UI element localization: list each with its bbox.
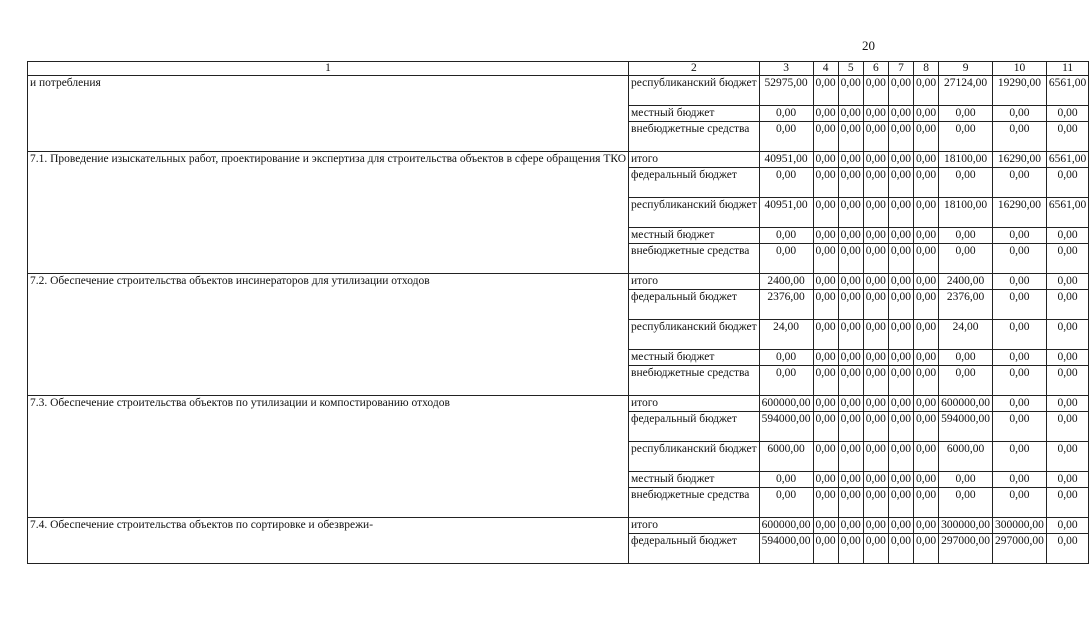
amount-cell: 0,00	[838, 274, 863, 290]
amount-cell: 0,00	[838, 198, 863, 228]
amount-cell: 0,00	[939, 472, 993, 488]
amount-cell: 0,00	[1046, 488, 1088, 518]
funding-source: итого	[629, 518, 760, 534]
amount-cell: 24,00	[939, 320, 993, 350]
amount-cell: 0,00	[863, 442, 888, 472]
amount-cell: 0,00	[863, 396, 888, 412]
amount-cell: 0,00	[1046, 350, 1088, 366]
amount-cell: 0,00	[759, 106, 813, 122]
amount-cell: 0,00	[993, 274, 1047, 290]
amount-cell: 0,00	[813, 244, 838, 274]
amount-cell: 0,00	[914, 106, 939, 122]
amount-cell: 0,00	[888, 320, 913, 350]
amount-cell: 0,00	[993, 290, 1047, 320]
amount-cell: 0,00	[863, 290, 888, 320]
amount-cell: 0,00	[813, 274, 838, 290]
funding-source: федеральный бюджет	[629, 290, 760, 320]
amount-cell: 18100,00	[939, 198, 993, 228]
amount-cell: 0,00	[838, 442, 863, 472]
amount-cell: 0,00	[1046, 534, 1088, 564]
amount-cell: 0,00	[888, 168, 913, 198]
amount-cell: 0,00	[993, 350, 1047, 366]
amount-cell: 0,00	[813, 320, 838, 350]
amount-cell: 0,00	[759, 350, 813, 366]
amount-cell: 0,00	[914, 168, 939, 198]
amount-cell: 300000,00	[993, 518, 1047, 534]
amount-cell: 0,00	[993, 396, 1047, 412]
amount-cell: 6000,00	[759, 442, 813, 472]
amount-cell: 0,00	[813, 168, 838, 198]
amount-cell: 6000,00	[939, 442, 993, 472]
activity-description: 7.3. Обеспечение строительства объектов по утилизации и компостированию отходов	[28, 396, 629, 518]
amount-cell: 300000,00	[939, 518, 993, 534]
amount-cell: 18100,00	[939, 152, 993, 168]
column-header: 3	[759, 62, 813, 76]
amount-cell: 297000,00	[993, 534, 1047, 564]
amount-cell: 0,00	[838, 488, 863, 518]
amount-cell: 0,00	[838, 412, 863, 442]
amount-cell: 0,00	[838, 350, 863, 366]
amount-cell: 0,00	[993, 442, 1047, 472]
amount-cell: 0,00	[939, 350, 993, 366]
amount-cell: 52975,00	[759, 76, 813, 106]
amount-cell: 0,00	[838, 534, 863, 564]
amount-cell: 0,00	[888, 122, 913, 152]
amount-cell: 2376,00	[939, 290, 993, 320]
amount-cell: 0,00	[914, 472, 939, 488]
amount-cell: 0,00	[914, 152, 939, 168]
funding-source: федеральный бюджет	[629, 412, 760, 442]
amount-cell: 0,00	[838, 320, 863, 350]
amount-cell: 0,00	[914, 366, 939, 396]
funding-source: республиканский бюджет	[629, 198, 760, 228]
amount-cell: 600000,00	[759, 396, 813, 412]
activity-description: 7.4. Обеспечение строительства объектов по сортировке и обезврежи-	[28, 518, 629, 564]
amount-cell: 16290,00	[993, 198, 1047, 228]
amount-cell: 0,00	[863, 122, 888, 152]
amount-cell: 0,00	[888, 290, 913, 320]
amount-cell: 0,00	[993, 412, 1047, 442]
amount-cell: 0,00	[939, 168, 993, 198]
amount-cell: 0,00	[813, 122, 838, 152]
table-row	[28, 518, 1089, 534]
amount-cell: 0,00	[888, 412, 913, 442]
amount-cell: 40951,00	[759, 198, 813, 228]
amount-cell: 0,00	[863, 412, 888, 442]
amount-cell: 0,00	[863, 152, 888, 168]
amount-cell: 0,00	[888, 274, 913, 290]
amount-cell: 0,00	[914, 534, 939, 564]
amount-cell: 0,00	[813, 290, 838, 320]
funding-source: местный бюджет	[629, 228, 760, 244]
amount-cell: 27124,00	[939, 76, 993, 106]
amount-cell: 0,00	[888, 518, 913, 534]
amount-cell: 16290,00	[993, 152, 1047, 168]
amount-cell: 2376,00	[759, 290, 813, 320]
funding-source: федеральный бюджет	[629, 534, 760, 564]
table-row	[28, 396, 1089, 412]
amount-cell: 0,00	[813, 488, 838, 518]
amount-cell: 0,00	[838, 290, 863, 320]
amount-cell: 0,00	[1046, 396, 1088, 412]
column-header: 6	[863, 62, 888, 76]
amount-cell: 0,00	[838, 366, 863, 396]
amount-cell: 0,00	[838, 152, 863, 168]
column-header: 8	[914, 62, 939, 76]
amount-cell: 0,00	[1046, 442, 1088, 472]
amount-cell: 0,00	[914, 396, 939, 412]
amount-cell: 0,00	[914, 412, 939, 442]
funding-source: республиканский бюджет	[629, 320, 760, 350]
table-row	[28, 152, 1089, 168]
amount-cell: 0,00	[813, 76, 838, 106]
amount-cell: 0,00	[759, 366, 813, 396]
amount-cell: 0,00	[888, 198, 913, 228]
amount-cell: 594000,00	[759, 534, 813, 564]
amount-cell: 0,00	[993, 472, 1047, 488]
amount-cell: 0,00	[1046, 244, 1088, 274]
amount-cell: 0,00	[838, 396, 863, 412]
funding-source: федеральный бюджет	[629, 168, 760, 198]
funding-source: внебюджетные средства	[629, 122, 760, 152]
activity-description: 7.1. Проведение изыскательных работ, проектирование и экспертиза для строительства объектов в сфере обращения ТКО	[28, 152, 629, 274]
amount-cell: 0,00	[914, 350, 939, 366]
amount-cell: 0,00	[863, 472, 888, 488]
amount-cell: 0,00	[914, 228, 939, 244]
header-row	[28, 62, 1089, 76]
amount-cell: 0,00	[863, 320, 888, 350]
amount-cell: 0,00	[888, 228, 913, 244]
amount-cell: 600000,00	[939, 396, 993, 412]
amount-cell: 0,00	[759, 488, 813, 518]
column-header: 5	[838, 62, 863, 76]
amount-cell: 0,00	[993, 366, 1047, 396]
amount-cell: 0,00	[813, 472, 838, 488]
amount-cell: 0,00	[813, 106, 838, 122]
amount-cell: 594000,00	[759, 412, 813, 442]
amount-cell: 0,00	[1046, 320, 1088, 350]
amount-cell: 0,00	[888, 366, 913, 396]
table-row	[28, 76, 1089, 106]
amount-cell: 6561,00	[1046, 76, 1088, 106]
funding-source: итого	[629, 274, 760, 290]
amount-cell: 0,00	[888, 472, 913, 488]
column-header: 11	[1046, 62, 1088, 76]
amount-cell: 0,00	[759, 244, 813, 274]
amount-cell: 0,00	[838, 472, 863, 488]
amount-cell: 0,00	[759, 168, 813, 198]
amount-cell: 600000,00	[759, 518, 813, 534]
table-row	[28, 274, 1089, 290]
amount-cell: 0,00	[863, 518, 888, 534]
amount-cell: 0,00	[759, 228, 813, 244]
funding-source: местный бюджет	[629, 106, 760, 122]
column-header: 2	[629, 62, 760, 76]
amount-cell: 0,00	[1046, 290, 1088, 320]
amount-cell: 594000,00	[939, 412, 993, 442]
amount-cell: 0,00	[863, 244, 888, 274]
page-number: 20	[862, 38, 875, 53]
amount-cell: 0,00	[838, 168, 863, 198]
amount-cell: 0,00	[939, 244, 993, 274]
funding-source: внебюджетные средства	[629, 488, 760, 518]
amount-cell: 0,00	[863, 366, 888, 396]
amount-cell: 0,00	[888, 488, 913, 518]
amount-cell: 0,00	[1046, 366, 1088, 396]
amount-cell: 0,00	[813, 366, 838, 396]
column-header: 4	[813, 62, 838, 76]
amount-cell: 0,00	[1046, 274, 1088, 290]
amount-cell: 297000,00	[939, 534, 993, 564]
amount-cell: 0,00	[993, 244, 1047, 274]
amount-cell: 0,00	[863, 228, 888, 244]
amount-cell: 0,00	[1046, 518, 1088, 534]
amount-cell: 0,00	[838, 106, 863, 122]
amount-cell: 0,00	[993, 488, 1047, 518]
amount-cell: 0,00	[863, 274, 888, 290]
amount-cell: 0,00	[993, 106, 1047, 122]
amount-cell: 0,00	[1046, 228, 1088, 244]
amount-cell: 0,00	[863, 198, 888, 228]
amount-cell: 0,00	[939, 366, 993, 396]
amount-cell: 0,00	[914, 122, 939, 152]
amount-cell: 0,00	[863, 488, 888, 518]
amount-cell: 0,00	[813, 350, 838, 366]
amount-cell: 0,00	[1046, 122, 1088, 152]
amount-cell: 0,00	[838, 76, 863, 106]
amount-cell: 0,00	[759, 122, 813, 152]
funding-source: местный бюджет	[629, 350, 760, 366]
column-header: 7	[888, 62, 913, 76]
amount-cell: 0,00	[888, 76, 913, 106]
funding-source: итого	[629, 396, 760, 412]
amount-cell: 0,00	[993, 168, 1047, 198]
amount-cell: 0,00	[1046, 412, 1088, 442]
amount-cell: 0,00	[813, 228, 838, 244]
amount-cell: 2400,00	[759, 274, 813, 290]
amount-cell: 0,00	[838, 122, 863, 152]
activity-description: 7.2. Обеспечение строительства объектов инсинераторов для утилизации отходов	[28, 274, 629, 396]
amount-cell: 0,00	[813, 152, 838, 168]
amount-cell: 24,00	[759, 320, 813, 350]
amount-cell: 40951,00	[759, 152, 813, 168]
activity-description: и потребления	[28, 76, 629, 152]
funding-source: республиканский бюджет	[629, 442, 760, 472]
amount-cell: 0,00	[838, 228, 863, 244]
amount-cell: 0,00	[863, 168, 888, 198]
amount-cell: 0,00	[813, 534, 838, 564]
funding-source: внебюджетные средства	[629, 366, 760, 396]
amount-cell: 0,00	[888, 350, 913, 366]
amount-cell: 0,00	[888, 442, 913, 472]
amount-cell: 0,00	[1046, 168, 1088, 198]
funding-source: итого	[629, 152, 760, 168]
funding-source: республиканский бюджет	[629, 76, 760, 106]
amount-cell: 0,00	[914, 274, 939, 290]
amount-cell: 0,00	[939, 122, 993, 152]
amount-cell: 0,00	[888, 152, 913, 168]
column-header: 9	[939, 62, 993, 76]
amount-cell: 0,00	[914, 76, 939, 106]
amount-cell: 0,00	[838, 244, 863, 274]
amount-cell: 0,00	[914, 518, 939, 534]
amount-cell: 0,00	[813, 198, 838, 228]
amount-cell: 0,00	[914, 488, 939, 518]
amount-cell: 0,00	[888, 534, 913, 564]
amount-cell: 2400,00	[939, 274, 993, 290]
amount-cell: 0,00	[863, 106, 888, 122]
amount-cell: 19290,00	[993, 76, 1047, 106]
column-header: 1	[28, 62, 629, 76]
amount-cell: 0,00	[939, 488, 993, 518]
amount-cell: 0,00	[813, 412, 838, 442]
amount-cell: 0,00	[813, 442, 838, 472]
table-body	[28, 76, 1089, 564]
amount-cell: 0,00	[993, 122, 1047, 152]
amount-cell: 0,00	[863, 534, 888, 564]
budget-table	[27, 61, 1089, 564]
amount-cell: 0,00	[993, 320, 1047, 350]
amount-cell: 0,00	[863, 76, 888, 106]
amount-cell: 0,00	[914, 290, 939, 320]
amount-cell: 0,00	[888, 106, 913, 122]
amount-cell: 0,00	[914, 320, 939, 350]
amount-cell: 0,00	[888, 396, 913, 412]
amount-cell: 0,00	[993, 228, 1047, 244]
funding-source: местный бюджет	[629, 472, 760, 488]
amount-cell: 0,00	[813, 518, 838, 534]
amount-cell: 0,00	[939, 106, 993, 122]
funding-source: внебюджетные средства	[629, 244, 760, 274]
amount-cell: 0,00	[939, 228, 993, 244]
amount-cell: 0,00	[914, 442, 939, 472]
amount-cell: 6561,00	[1046, 198, 1088, 228]
amount-cell: 0,00	[888, 244, 913, 274]
amount-cell: 0,00	[914, 198, 939, 228]
column-header: 10	[993, 62, 1047, 76]
amount-cell: 0,00	[1046, 106, 1088, 122]
amount-cell: 0,00	[1046, 472, 1088, 488]
amount-cell: 0,00	[813, 396, 838, 412]
amount-cell: 0,00	[914, 244, 939, 274]
amount-cell: 0,00	[759, 472, 813, 488]
amount-cell: 0,00	[863, 350, 888, 366]
amount-cell: 6561,00	[1046, 152, 1088, 168]
amount-cell: 0,00	[838, 518, 863, 534]
